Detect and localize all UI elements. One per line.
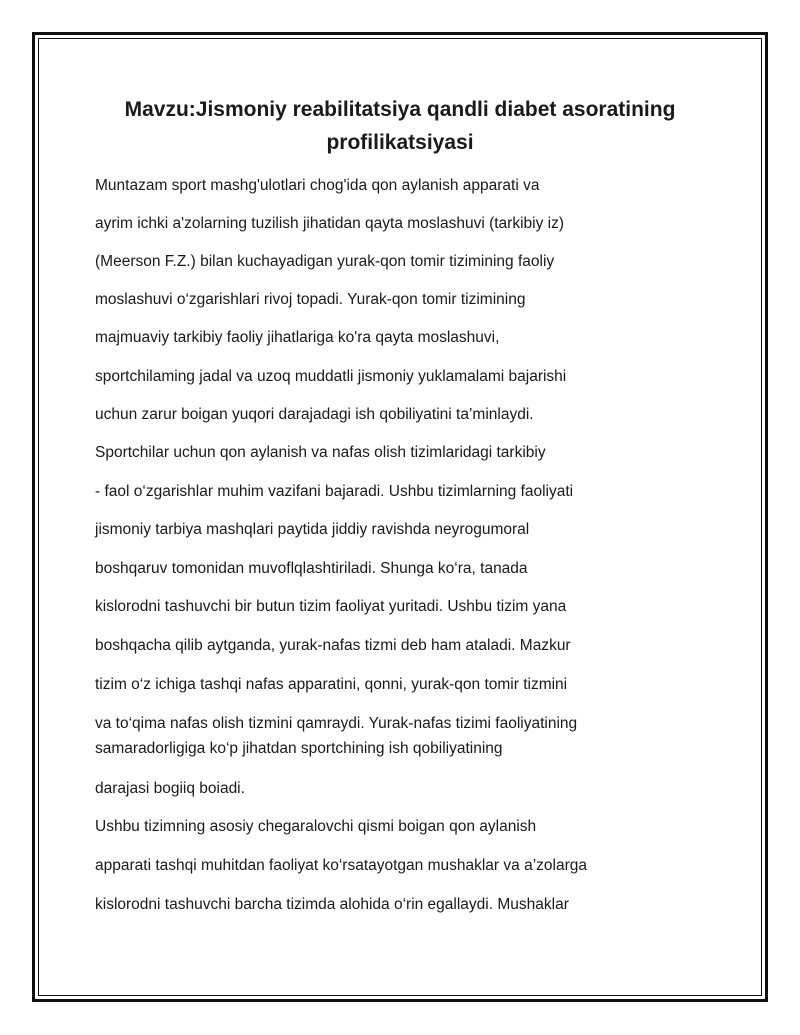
document-title: [100, 93, 700, 159]
body-text-line: boshqaruv tomonidan muvoflqlashtiriladi. Shunga ko‘ra, tanada: [95, 560, 528, 577]
body-text-line: majmuaviy tarkibiy faoliy jihatlariga ko'ra qayta moslashuvi,: [95, 329, 500, 346]
body-text-line: Muntazam sport mashg'ulotlari chog'ida qon aylanish apparati va: [95, 177, 540, 194]
body-text-line: darajasi bogiiq boiadi.: [95, 780, 245, 797]
body-text-line: sportchilaming jadal va uzoq muddatli jismoniy yuklamalami bajarishi: [95, 368, 567, 385]
body-text-line: kislorodni tashuvchi bir butun tizim faoliyat yuritadi. Ushbu tizim yana: [95, 598, 567, 615]
body-text-line: - faol o‘zgarishlar muhim vazifani bajaradi. Ushbu tizimlarning faoliyati: [95, 483, 574, 500]
body-text-line: kislorodni tashuvchi barcha tizimda alohida o‘rin egallaydi. Mushaklar: [95, 896, 569, 913]
body-text-line: Ushbu tizimning asosiy chegaralovchi qismi boigan qon aylanish: [95, 818, 537, 835]
body-text-line: Sportchilar uchun qon aylanish va nafas olish tizimlaridagi tarkibiy: [95, 444, 546, 461]
body-text-line: jismoniy tarbiya mashqlari paytida jiddiy ravishda neyrogumoral: [95, 521, 530, 538]
title-line: Mavzu:Jismoniy reabilitatsiya qandli diabet asoratining: [124, 98, 676, 121]
body-text-line: moslashuvi o‘zgarishlari rivoj topadi. Yurak-qon tomir tizimining: [95, 291, 526, 308]
body-text-line: tizim o‘z ichiga tashqi nafas apparatini, qonni, yurak-qon tomir tizmini: [95, 676, 568, 693]
body-text-line: va to‘qima nafas olish tizmini qamraydi. Yurak-nafas tizimi faoliyatining: [95, 715, 578, 732]
body-text-line: boshqacha qilib aytganda, yurak-nafas tizmi deb ham ataladi. Mazkur: [95, 637, 571, 654]
body-text-line: (Meerson F.Z.) bilan kuchayadigan yurak-qon tomir tizimining faoliy: [95, 253, 555, 270]
title-line: profilikatsiyasi: [326, 131, 474, 154]
body-text-line: apparati tashqi muhitdan faoliyat ko‘rsatayotgan mushaklar va a’zolarga: [95, 857, 587, 874]
body-text-line: samaradorligiga ko‘p jihatdan sportchining ish qobiliyatining: [95, 740, 503, 757]
body-text-line: ayrim ichki a'zolarning tuzilish jihatidan qayta moslashuvi (tarkibiy iz): [95, 215, 565, 232]
body-text-line: uchun zarur boigan yuqori darajadagi ish qobiliyatini ta’minlaydi.: [95, 406, 534, 423]
